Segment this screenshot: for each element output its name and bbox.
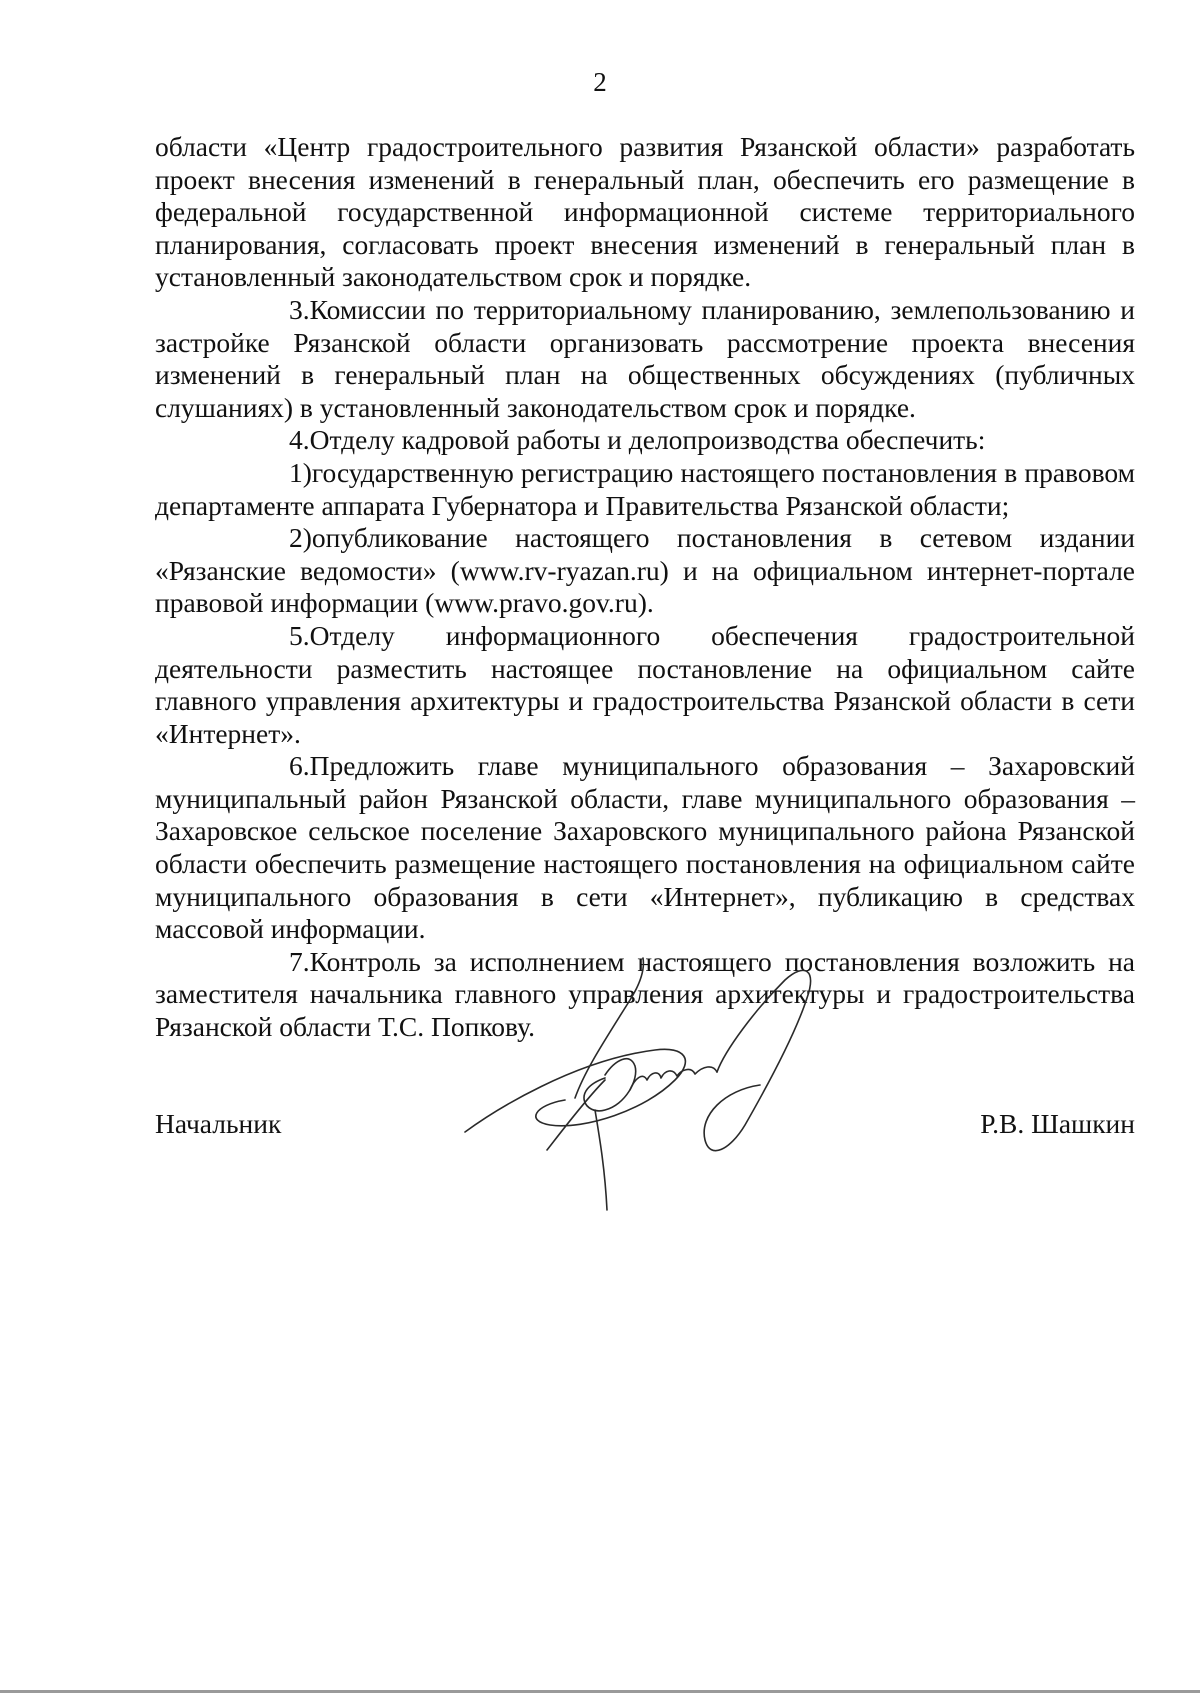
paragraph-item-6 bbox=[155, 750, 1135, 946]
paragraph-text: Предложить главе муниципального образования – Захаровский муниципальный район Рязанской области, главе муниципального образования – Захаровское сельское поселение Захаровского муниципального района Рязанской области обеспечить размещение настоящего постановления на официальном сайте муниципального образования в сети «Интернет», публикацию в средствах массовой информации. bbox=[155, 750, 1135, 945]
item-number: 1) bbox=[289, 456, 312, 488]
item-number: 6. bbox=[289, 750, 310, 782]
paragraph-subitem-1 bbox=[155, 457, 1135, 522]
paragraph-text: области «Центр градостроительного развития Рязанской области» разработать проект внесения изменений в генеральный план, обеспечить его размещение в федеральной государственной информационной системе территориального планирования, согласовать проект внесения изменений в генеральный план в установленный законодательством срок и порядке. bbox=[155, 131, 1135, 293]
paragraph-text: опубликование настоящего постановления в сетевом издании «Рязанские ведомости» (www.rv-ryazan.ru) и на официальном интернет-портале правовой информации (www.pravo.gov.ru). bbox=[155, 522, 1135, 619]
page-bottom-rule bbox=[0, 1690, 1200, 1693]
item-number: 5. bbox=[289, 619, 310, 651]
signatory-position: Начальник bbox=[155, 1108, 282, 1139]
item-number: 3. bbox=[289, 293, 310, 325]
signature-stroke bbox=[575, 958, 643, 1098]
signature-stroke bbox=[584, 1059, 636, 1111]
item-number: 4. bbox=[289, 424, 310, 456]
paragraph-item-4 bbox=[155, 424, 1135, 457]
page-number: 2 bbox=[593, 67, 607, 97]
signatory-name: Р.В. Шашкин bbox=[980, 1108, 1135, 1139]
handwritten-signature bbox=[455, 940, 855, 1215]
item-number: 2) bbox=[289, 522, 312, 554]
paragraph-text: Отделу информационного обеспечения градостроительной деятельности разместить настоящее постановление на официальном сайте главного управления архитектуры и градостроительства Рязанской области в сети «Интернет». bbox=[155, 619, 1135, 749]
paragraph-text: Контроль за исполнением настоящего постановления возложить на заместителя начальника главного управления архитектуры и градостроительства Рязанской области Т.С. Попкову. bbox=[155, 945, 1135, 1043]
paragraph-continuation bbox=[155, 131, 1135, 294]
paragraph-text: государственную регистрацию настоящего постановления в правовом департаменте аппарата Губернатора и Правительства Рязанской области; bbox=[155, 456, 1135, 521]
signature-stroke bbox=[630, 1067, 717, 1090]
paragraph-subitem-2 bbox=[155, 522, 1135, 620]
paragraph-item-5 bbox=[155, 620, 1135, 750]
paragraph-item-3 bbox=[155, 294, 1135, 424]
item-number: 7. bbox=[289, 945, 310, 977]
document-body bbox=[155, 131, 1135, 1044]
signature-block bbox=[155, 1108, 1135, 1148]
paragraph-text: Комиссии по территориальному планированию, землепользованию и застройке Рязанской области организовать рассмотрение проекта внесения изменений в генеральный план на общественных обсуждениях (публичных слушаниях) в установленный законодательством срок и порядке. bbox=[155, 293, 1135, 423]
paragraph-text: Отделу кадровой работы и делопроизводства обеспечить: bbox=[309, 424, 986, 456]
